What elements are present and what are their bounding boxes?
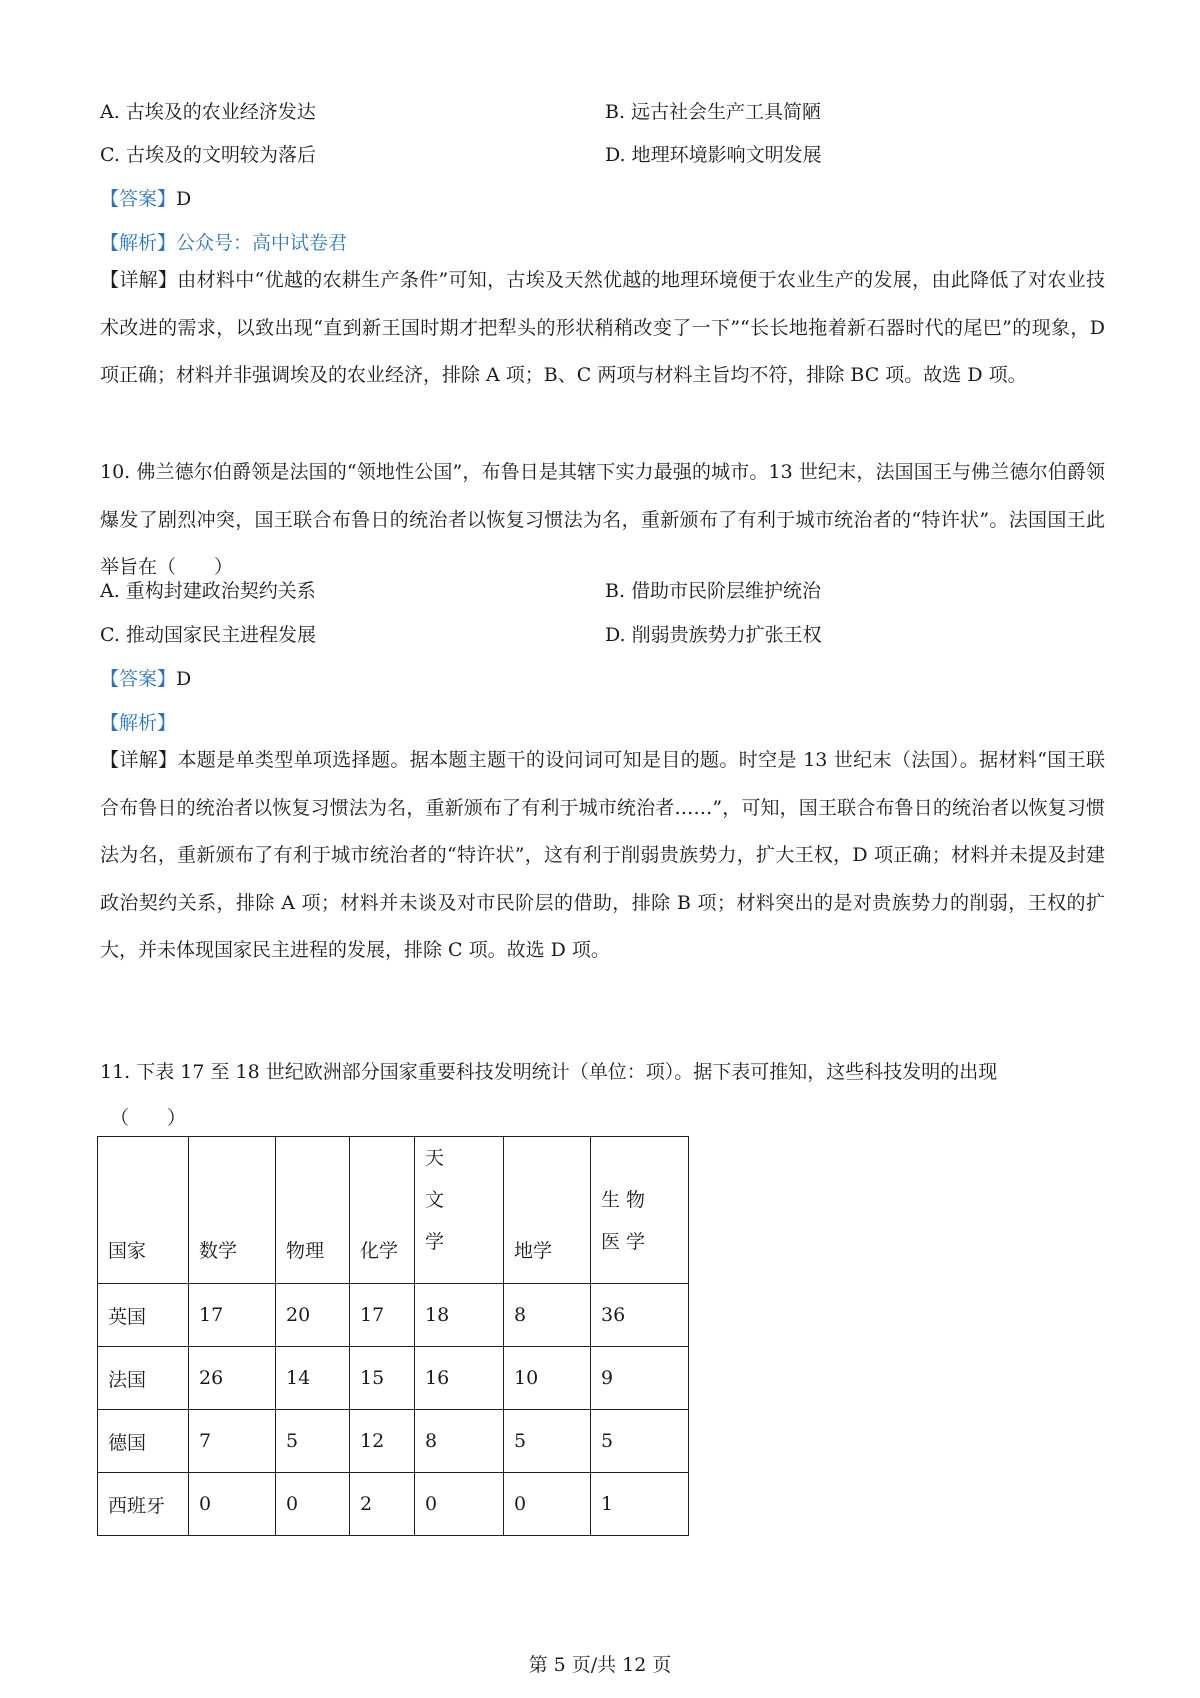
table-cell: 英国 <box>98 1284 189 1347</box>
analysis-tag: 【解析】 <box>100 232 177 254</box>
header-biomedicine: 生物医学 <box>591 1137 689 1284</box>
detail-text: 由材料中“优越的农耕生产条件”可知，古埃及天然优越的地理环境便于农业生产的发展，由此降低了对农业技术改进的需求，以致出现“直到新王国时期才把犁头的形状稍稍改变了一下”“长长地拖着新石器时代的尾巴”的现象，D 项正确；材料并非强调埃及的农业经济，排除 A 项；B、C 两项与材料主旨均不符，排除 BC 项。故选 D 项。 <box>100 269 1105 386</box>
detail-tag: 【详解】 <box>100 269 178 291</box>
table-row <box>98 1284 689 1347</box>
q9-option-b: B. 远古社会生产工具简陋 <box>605 101 822 123</box>
table-cell: 1 <box>591 1473 689 1536</box>
table-cell: 10 <box>504 1347 591 1410</box>
table-cell: 36 <box>591 1284 689 1347</box>
answer-tag: 【答案】 <box>100 668 177 690</box>
detail-tag: 【详解】 <box>100 749 178 771</box>
table-cell: 16 <box>415 1347 504 1410</box>
table-cell: 5 <box>591 1410 689 1473</box>
page-footer: 第 5 页/共 12 页 <box>528 1654 672 1676</box>
header-math: 数学 <box>189 1137 276 1284</box>
table-row <box>98 1347 689 1410</box>
analysis-tag: 【解析】 <box>100 712 177 734</box>
table-cell: 8 <box>415 1410 504 1473</box>
table-cell: 2 <box>350 1473 415 1536</box>
table-cell: 0 <box>504 1473 591 1536</box>
header-astronomy: 天文学 <box>415 1137 504 1284</box>
table-cell: 7 <box>189 1410 276 1473</box>
q9-option-d: D. 地理环境影响文明发展 <box>605 144 822 166</box>
table-row <box>98 1473 689 1536</box>
table-cell: 0 <box>276 1473 350 1536</box>
q11-stem-paren: （ ） <box>110 1107 187 1129</box>
q9-detail <box>100 257 1105 400</box>
q9-option-c: C. 古埃及的文明较为落后 <box>100 144 316 166</box>
table-cell: 德国 <box>98 1410 189 1473</box>
table-row <box>98 1410 689 1473</box>
q10-option-d: D. 削弱贵族势力扩张王权 <box>605 624 822 646</box>
table-header-row <box>98 1137 689 1284</box>
q9-option-a: A. 古埃及的农业经济发达 <box>100 101 316 123</box>
table-cell: 17 <box>189 1284 276 1347</box>
table-cell: 17 <box>350 1284 415 1347</box>
answer-tag: 【答案】 <box>100 188 177 210</box>
q10-answer <box>100 664 191 691</box>
q10-option-c: C. 推动国家民主进程发展 <box>100 624 316 646</box>
table-cell: 法国 <box>98 1347 189 1410</box>
table-cell: 14 <box>276 1347 350 1410</box>
table-cell: 20 <box>276 1284 350 1347</box>
q9-analysis <box>100 228 347 255</box>
table-cell: 0 <box>415 1473 504 1536</box>
table-cell: 12 <box>350 1410 415 1473</box>
q10-detail <box>100 737 1105 975</box>
science-table <box>97 1136 689 1536</box>
table-cell: 5 <box>276 1410 350 1473</box>
q10-analysis <box>100 708 176 735</box>
table-cell: 0 <box>189 1473 276 1536</box>
table-cell: 9 <box>591 1347 689 1410</box>
q9-answer <box>100 184 191 211</box>
answer-value: D <box>176 668 192 690</box>
header-chemistry: 化学 <box>350 1137 415 1284</box>
table-cell: 15 <box>350 1347 415 1410</box>
table-cell: 8 <box>504 1284 591 1347</box>
table-cell: 18 <box>415 1284 504 1347</box>
q10-option-b: B. 借助市民阶层维护统治 <box>605 580 822 602</box>
header-physics: 物理 <box>276 1137 350 1284</box>
answer-value: D <box>176 188 192 210</box>
q11-stem: 11. 下表 17 至 18 世纪欧洲部分国家重要科技发明统计（单位：项）。据下表可推知，这些科技发明的出现 <box>100 1061 998 1083</box>
table-cell: 5 <box>504 1410 591 1473</box>
header-geology: 地学 <box>504 1137 591 1284</box>
q10-option-a: A. 重构封建政治契约关系 <box>100 580 316 602</box>
q10-stem: 10. 佛兰德尔伯爵领是法国的“领地性公国”，布鲁日是其辖下实力最强的城市。13 世纪末，法国国王与佛兰德尔伯爵领爆发了剧烈冲突，国王联合布鲁日的统治者以恢复习惯法为名，重新颁布了有利于城市统治者的“特许状”。法国国王此举旨在（ ） <box>100 461 1105 578</box>
table-cell: 西班牙 <box>98 1473 189 1536</box>
analysis-note: 公众号：高中试卷君 <box>176 232 348 254</box>
detail-text: 本题是单类型单项选择题。据本题主题干的设问词可知是目的题。时空是 13 世纪末（法国）。据材料“国王联合布鲁日的统治者以恢复习惯法为名，重新颁布了有利于城市统治者……”，可知，国王联合布鲁日的统治者以恢复习惯法为名，重新颁布了有利于城市统治者的“特许状”，这有利于削弱贵族势力，扩大王权，D 项正确；材料并未提及封建政治契约关系，排除 A 项；材料并未谈及对市民阶层的借助，排除 B 项；材料突出的是对贵族势力的削弱，王权的扩大，并未体现国家民主进程的发展，排除 C 项。故选 D 项。 <box>100 749 1105 961</box>
header-country: 国家 <box>98 1137 189 1284</box>
table-cell: 26 <box>189 1347 276 1410</box>
